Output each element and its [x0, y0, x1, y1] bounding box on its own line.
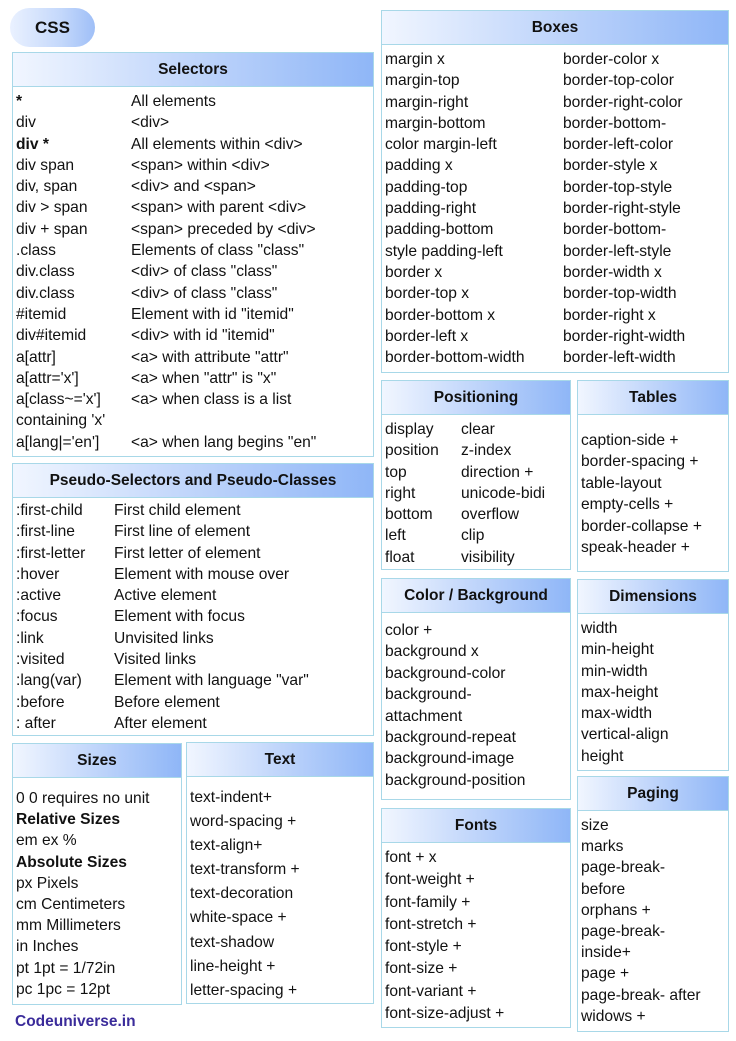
list-item: font-style + — [385, 938, 462, 956]
list-item: background-color — [385, 664, 506, 682]
item-value: Element with mouse over — [114, 565, 290, 583]
list-item: text-shadow — [190, 933, 275, 951]
item-key: div.class — [16, 284, 75, 302]
item-value: z-index — [461, 442, 512, 460]
list-item — [16, 325, 371, 346]
list-item — [385, 525, 568, 546]
list-item: min-height — [581, 641, 654, 659]
item-key: a[attr] — [16, 348, 56, 366]
item-key: div * — [16, 135, 49, 153]
list-item — [385, 92, 726, 113]
selectors-list — [16, 91, 371, 453]
item-value: <div> of class "class" — [131, 284, 278, 302]
item-key: a[attr='x'] — [16, 369, 79, 387]
item-key: border-top x — [385, 285, 470, 303]
item-value: border-bottom- — [563, 221, 667, 239]
list-item: text-decoration — [190, 885, 294, 903]
item-value: border-right-width — [563, 327, 686, 345]
item-key: a[class~='x'] — [16, 391, 101, 409]
list-item — [385, 155, 726, 176]
item-key: top — [385, 463, 407, 481]
item-value: Element with language "var" — [114, 672, 309, 690]
paging-panel — [577, 776, 729, 1032]
item-key: border-bottom x — [385, 306, 496, 324]
item-value: All elements within <div> — [131, 135, 303, 153]
list-item — [16, 692, 371, 713]
item-key: :first-letter — [16, 544, 86, 562]
list-item — [385, 177, 726, 198]
item-key: right — [385, 484, 416, 502]
item-value: clip — [461, 527, 485, 545]
item-value: First letter of element — [114, 544, 261, 562]
item-value: direction + — [461, 463, 534, 481]
list-item: background- — [385, 686, 472, 704]
list-item — [16, 521, 371, 542]
boxes-header: Boxes — [382, 11, 728, 45]
list-item — [385, 70, 726, 91]
item-key: position — [385, 442, 439, 460]
item-value: border-bottom- — [563, 114, 667, 132]
item-key: padding-top — [385, 178, 468, 196]
item-value: overflow — [461, 506, 520, 524]
item-key: * — [16, 93, 23, 110]
list-item: letter-spacing + — [190, 981, 298, 999]
list-item — [16, 585, 371, 606]
footer-brand: Codeuniverse.in — [15, 1013, 136, 1030]
item-value: border-style x — [563, 157, 658, 175]
item-key: div#itemid — [16, 327, 87, 345]
list-item — [16, 389, 371, 410]
item-key: :first-line — [16, 523, 75, 541]
list-item — [385, 219, 726, 240]
item-value: border-top-color — [563, 72, 674, 90]
item-key: left — [385, 527, 406, 545]
item-key: padding-bottom — [385, 221, 494, 239]
list-item — [16, 500, 371, 521]
fonts-header: Fonts — [382, 809, 570, 843]
list-item — [385, 504, 568, 525]
list-item — [16, 155, 371, 176]
list-item — [16, 91, 371, 112]
list-item: font-size-adjust + — [385, 1005, 505, 1023]
item-value: border-left-color — [563, 136, 674, 154]
item-value: <a> with attribute "attr" — [131, 348, 289, 366]
item-key: float — [385, 548, 415, 566]
item-key: div > span — [16, 199, 88, 217]
item-value: <span> with parent <div> — [131, 199, 307, 217]
list-item: font-weight + — [385, 871, 475, 889]
list-item: page-break- — [581, 859, 666, 877]
list-item: text-transform + — [190, 861, 300, 879]
list-item — [16, 219, 371, 240]
list-item — [385, 419, 568, 440]
list-item — [16, 347, 371, 368]
list-item: inside+ — [581, 944, 631, 962]
list-item — [16, 670, 371, 691]
item-value: Visited links — [114, 651, 197, 669]
list-item: empty-cells + — [581, 496, 674, 514]
list-item — [16, 410, 371, 431]
list-item: before — [581, 880, 626, 898]
item-value: All elements — [131, 93, 216, 110]
pseudo-list — [16, 500, 371, 734]
list-item: page + — [581, 965, 630, 983]
item-key: :active — [16, 587, 62, 605]
list-item — [16, 432, 371, 453]
item-value: border-left-width — [563, 349, 676, 367]
item-value: border-width x — [563, 263, 662, 281]
item-value: border-left-style — [563, 242, 672, 260]
list-item — [16, 606, 371, 627]
list-item — [385, 347, 726, 368]
item-key: .class — [16, 242, 56, 260]
item-value: <a> when lang begins "en" — [131, 433, 317, 451]
list-item: Relative Sizes — [16, 811, 121, 829]
sizes-panel — [12, 743, 182, 1005]
pseudo-panel — [12, 463, 374, 736]
item-key: color margin-left — [385, 136, 497, 154]
item-value: Active element — [114, 587, 217, 605]
item-key: div.class — [16, 263, 75, 281]
list-item — [16, 261, 371, 282]
list-item: cm Centimeters — [16, 895, 126, 913]
item-key: :lang(var) — [16, 672, 82, 690]
list-item — [16, 713, 371, 734]
list-item: min-width — [581, 662, 648, 680]
sizes-list — [16, 788, 179, 1000]
list-item: widows + — [581, 1007, 646, 1025]
item-key: :first-child — [16, 502, 83, 519]
list-item: table-layout — [581, 474, 662, 492]
list-item: page-break- — [581, 922, 666, 940]
list-item: marks — [581, 838, 624, 856]
boxes-list — [385, 49, 726, 368]
list-item: font-variant + — [385, 982, 477, 1000]
item-key: margin-right — [385, 93, 469, 111]
list-item: font + x — [385, 849, 437, 866]
item-key: margin x — [385, 51, 445, 68]
item-key: div + span — [16, 220, 88, 238]
item-value: visibility — [461, 548, 515, 566]
list-item: Absolute Sizes — [16, 853, 127, 871]
dimensions-panel — [577, 579, 729, 771]
item-value: <div> with id "itemid" — [131, 327, 275, 345]
text-header: Text — [187, 743, 373, 777]
item-value: Element with id "itemid" — [131, 305, 294, 323]
list-item — [385, 113, 726, 134]
item-value: Before element — [114, 693, 220, 711]
item-key: div, span — [16, 178, 78, 196]
list-item: height — [581, 747, 624, 765]
item-key: :focus — [16, 608, 58, 626]
list-item: font-size + — [385, 960, 458, 978]
item-value: <div> of class "class" — [131, 263, 278, 281]
list-item — [16, 134, 371, 155]
tables-panel — [577, 380, 729, 572]
list-item: font-stretch + — [385, 915, 477, 933]
item-value: First line of element — [114, 523, 251, 541]
item-value: Elements of class "class" — [131, 242, 305, 260]
list-item: pc 1pc = 12pt — [16, 980, 111, 998]
selectors-header: Selectors — [13, 53, 373, 87]
item-value: First child element — [114, 502, 241, 519]
dimensions-header: Dimensions — [578, 580, 728, 614]
page-title: CSS — [10, 8, 95, 47]
list-item — [16, 112, 371, 133]
list-item — [385, 134, 726, 155]
list-item: in Inches — [16, 938, 79, 956]
item-key: margin-bottom — [385, 114, 486, 132]
list-item: text-indent+ — [190, 789, 272, 806]
item-value: <div> — [131, 114, 170, 132]
item-value: clear — [461, 421, 495, 438]
list-item — [385, 262, 726, 283]
list-item: border-collapse + — [581, 517, 702, 535]
list-item — [16, 543, 371, 564]
item-key: padding x — [385, 157, 453, 175]
positioning-list — [385, 419, 568, 568]
item-value: border-right-style — [563, 200, 681, 218]
list-item — [385, 326, 726, 347]
list-item — [385, 440, 568, 461]
list-item: border-spacing + — [581, 453, 699, 471]
list-item: max-height — [581, 683, 659, 701]
list-item: attachment — [385, 707, 463, 725]
list-item: line-height + — [190, 957, 276, 975]
list-item: mm Millimeters — [16, 917, 121, 935]
item-key: padding-right — [385, 200, 477, 218]
list-item: px Pixels — [16, 874, 79, 892]
list-item — [385, 241, 726, 262]
list-item: width — [581, 620, 618, 637]
item-value: Element with focus — [114, 608, 245, 626]
positioning-panel — [381, 380, 571, 570]
list-item — [16, 197, 371, 218]
fonts-panel — [381, 808, 571, 1028]
item-value: Unvisited links — [114, 629, 214, 647]
list-item: 0 0 requires no unit — [16, 790, 150, 807]
item-key: :before — [16, 693, 65, 711]
pseudo-header: Pseudo-Selectors and Pseudo-Classes — [13, 464, 373, 498]
color-header: Color / Background — [382, 579, 570, 613]
list-item: orphans + — [581, 901, 651, 919]
item-value: border-right-color — [563, 93, 683, 111]
list-item: speak-header + — [581, 538, 690, 556]
list-item — [16, 283, 371, 304]
positioning-header: Positioning — [382, 381, 570, 415]
paging-list — [581, 815, 726, 1027]
list-item: vertical-align — [581, 726, 669, 744]
item-key: containing 'x' — [16, 412, 106, 430]
list-item — [16, 564, 371, 585]
list-item: word-spacing + — [190, 813, 297, 831]
dimensions-list — [581, 618, 726, 767]
item-key: border-left x — [385, 327, 469, 345]
item-key: :hover — [16, 565, 60, 583]
text-list — [190, 786, 371, 1003]
color-panel — [381, 578, 571, 800]
color-list — [385, 620, 568, 791]
list-item — [385, 547, 568, 568]
list-item: size — [581, 817, 609, 834]
list-item: page-break- after — [581, 986, 701, 1004]
item-key: #itemid — [16, 305, 67, 323]
list-item — [385, 198, 726, 219]
list-item — [16, 304, 371, 325]
item-key: a[lang|='en'] — [16, 433, 100, 451]
list-item — [16, 240, 371, 261]
list-item — [16, 649, 371, 670]
item-key: :link — [16, 629, 44, 647]
item-key: : after — [16, 714, 56, 732]
list-item: background-position — [385, 771, 526, 789]
list-item: pt 1pt = 1/72in — [16, 959, 116, 977]
list-item: background-image — [385, 750, 515, 768]
list-item: background-repeat — [385, 728, 516, 746]
list-item — [16, 368, 371, 389]
list-item: background x — [385, 643, 479, 661]
paging-header: Paging — [578, 777, 728, 811]
item-value: border-right x — [563, 306, 656, 324]
item-value: unicode-bidi — [461, 484, 546, 502]
item-key: div — [16, 114, 36, 132]
list-item — [385, 283, 726, 304]
item-key: display — [385, 421, 434, 438]
text-panel — [186, 742, 374, 1004]
list-item: max-width — [581, 705, 653, 723]
item-key: bottom — [385, 506, 433, 524]
tables-header: Tables — [578, 381, 728, 415]
item-value: <span> preceded by <div> — [131, 220, 316, 238]
item-key: border x — [385, 263, 443, 281]
fonts-list — [385, 847, 568, 1025]
list-item — [385, 49, 726, 70]
selectors-panel — [12, 52, 374, 457]
sizes-header: Sizes — [13, 744, 181, 778]
boxes-panel — [381, 10, 729, 373]
item-value: border-top-style — [563, 178, 673, 196]
item-value: <div> and <span> — [131, 178, 256, 196]
list-item: white-space + — [190, 909, 287, 927]
item-value: <a> when class is a list — [131, 391, 292, 409]
item-key: style padding-left — [385, 242, 503, 260]
item-value: border-top-width — [563, 285, 677, 303]
list-item: caption-side + — [581, 432, 679, 449]
list-item: color + — [385, 622, 433, 639]
list-item — [16, 176, 371, 197]
list-item — [385, 462, 568, 483]
list-item: em ex % — [16, 832, 77, 850]
list-item — [385, 483, 568, 504]
item-key: div span — [16, 156, 75, 174]
tables-list — [581, 430, 726, 558]
list-item — [16, 628, 371, 649]
list-item: text-align+ — [190, 837, 263, 855]
item-value: <a> when "attr" is "x" — [131, 369, 277, 387]
item-value: <span> within <div> — [131, 156, 270, 174]
list-item: font-family + — [385, 893, 471, 911]
item-key: margin-top — [385, 72, 460, 90]
list-item — [385, 305, 726, 326]
item-key: :visited — [16, 651, 65, 669]
item-key: border-bottom-width — [385, 349, 525, 367]
item-value: After element — [114, 714, 207, 732]
item-value: border-color x — [563, 51, 660, 68]
